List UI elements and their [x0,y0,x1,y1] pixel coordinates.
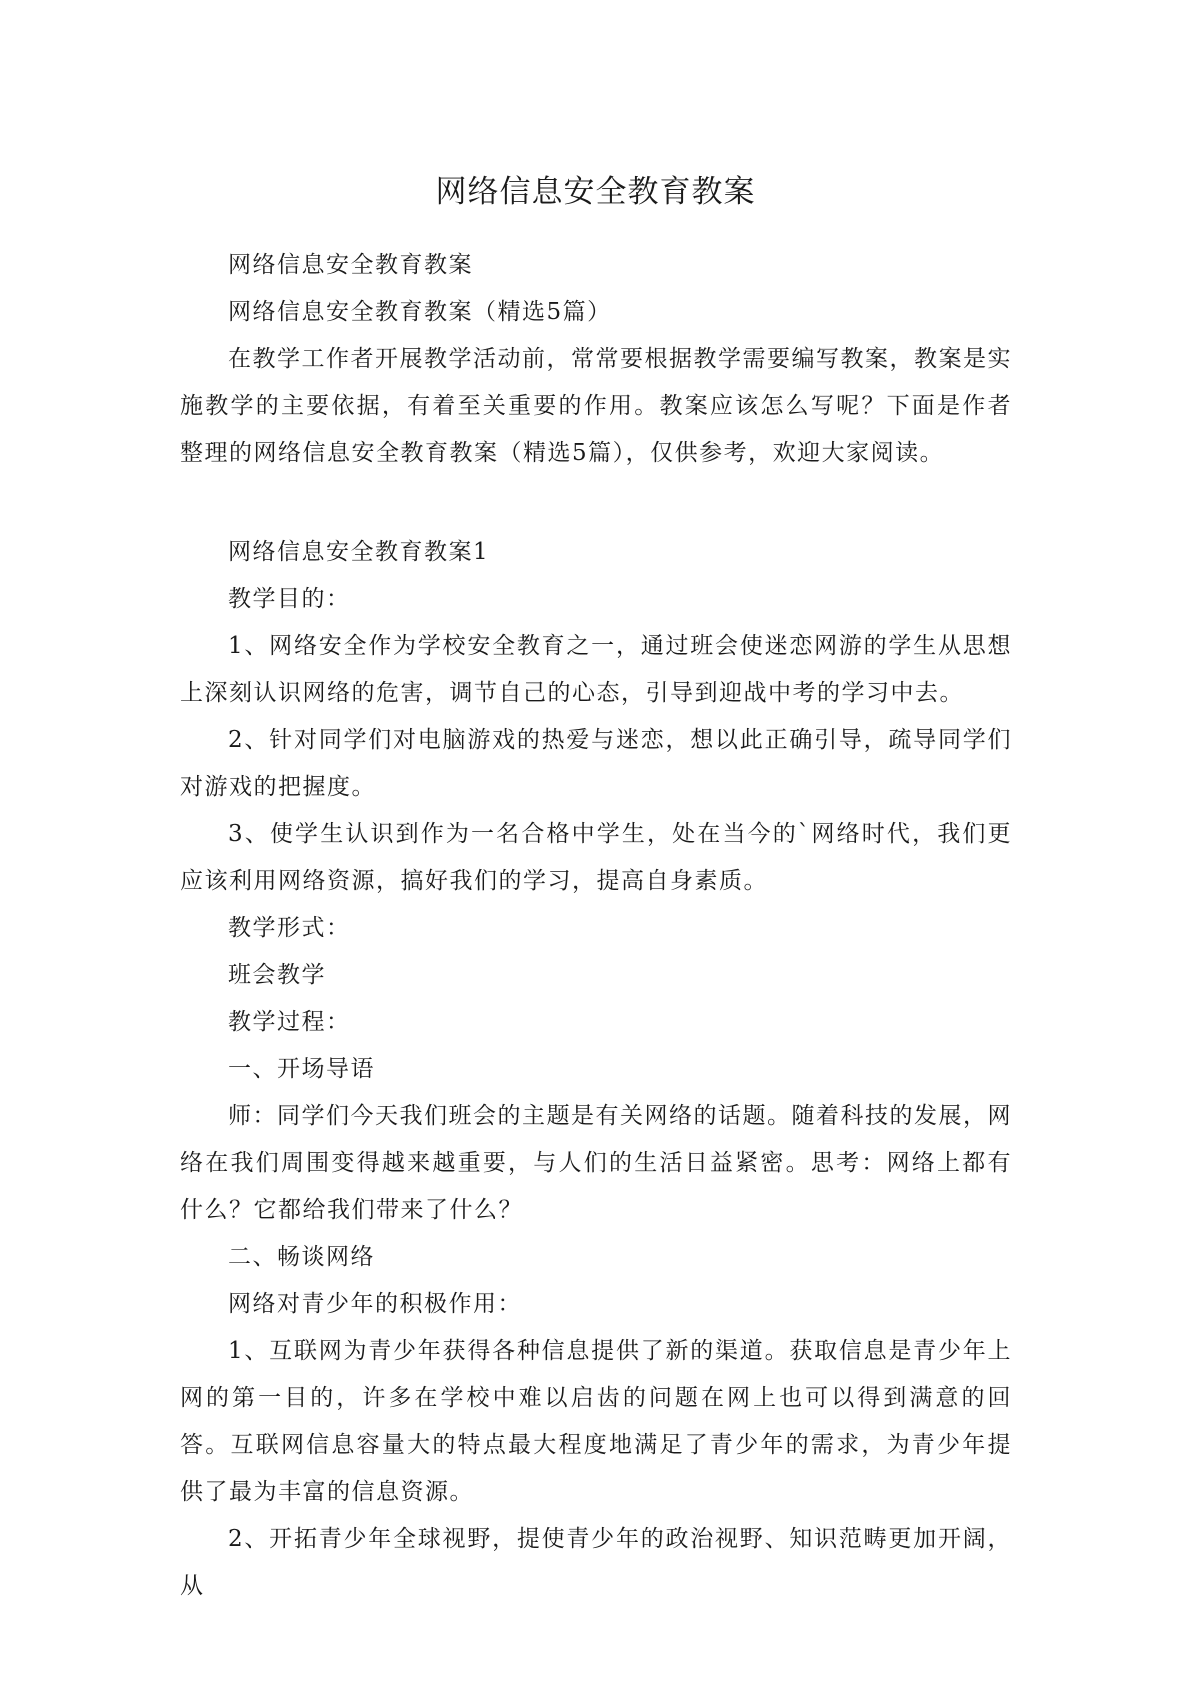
paragraph-part-2-heading: 二、畅谈网络 [228,1244,375,1270]
document-body [180,242,1012,1610]
paragraph-teaching-process-label: 教学过程： [228,1009,351,1035]
paragraph-effect-1: 1、互联网为青少年获得各种信息提供了新的渠道。获取信息是青少年上网的第一目的，许多在学校中难以启齿的问题在网上也可以得到满意的回答。互联网信息容量大的特点最大程度地满足了青少年的需求，为青少年提供了最为丰富的信息资源。 [180,1338,1012,1505]
paragraph-subtitle: 网络信息安全教育教案 [228,252,473,278]
paragraph-goal-3: 3、使学生认识到作为一名合格中学生，处在当今的`网络时代，我们更应该利用网络资源，搞好我们的学习，提高自身素质。 [180,821,1012,894]
paragraph-effect-2: 2、开拓青少年全球视野，提使青少年的政治视野、知识范畴更加开阔，从 [180,1526,1012,1599]
paragraph-teaching-form-label: 教学形式： [228,915,351,941]
section-heading-1: 网络信息安全教育教案1 [228,539,490,565]
paragraph-teacher-intro: 师：同学们今天我们班会的主题是有关网络的话题。随着科技的发展，网络在我们周围变得越来越重要，与人们的生活日益紧密。思考：网络上都有什么？它都给我们带来了什么？ [180,1103,1012,1223]
paragraph-goal-2: 2、针对同学们对电脑游戏的热爱与迷恋，想以此正确引导，疏导同学们对游戏的把握度。 [180,727,1012,800]
paragraph-positive-effects-label: 网络对青少年的积极作用： [228,1291,522,1317]
paragraph-teaching-form: 班会教学 [228,962,326,988]
paragraph-teaching-goals-label: 教学目的： [228,586,351,612]
document-title: 网络信息安全教育教案 [435,174,756,210]
paragraph-subtitle-selected: 网络信息安全教育教案（精选5篇） [228,299,612,325]
paragraph-goal-1: 1、网络安全作为学校安全教育之一，通过班会使迷恋网游的学生从思想上深刻认识网络的危害，调节自己的心态，引导到迎战中考的学习中去。 [180,633,1012,706]
paragraph-intro: 在教学工作者开展教学活动前，常常要根据教学需要编写教案，教案是实施教学的主要依据，有着至关重要的作用。教案应该怎么写呢？下面是作者整理的网络信息安全教育教案（精选5篇），仅供参考，欢迎大家阅读。 [180,346,1012,466]
section-gap [180,477,1012,529]
paragraph-part-1-heading: 一、开场导语 [228,1056,375,1082]
